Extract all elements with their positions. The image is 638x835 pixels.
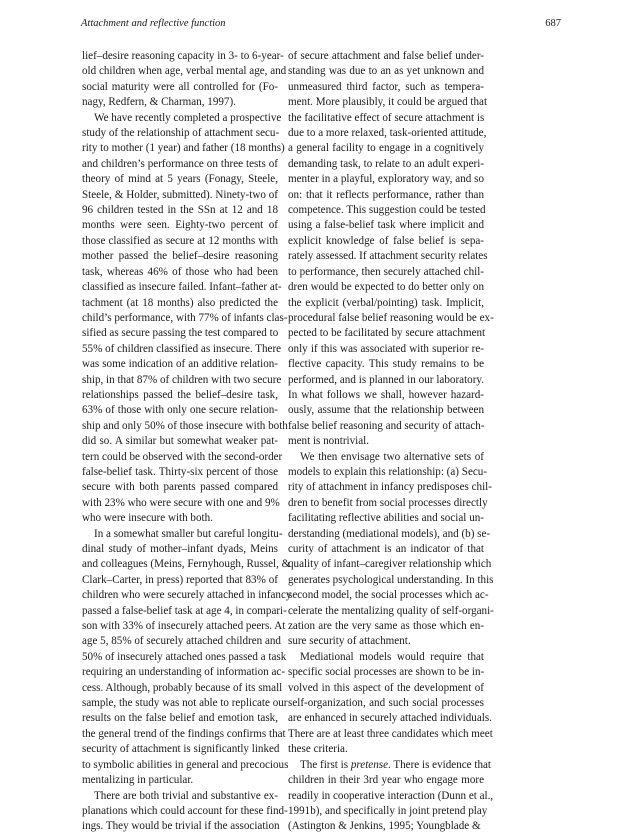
text-line: a general facility to engage in a cognitively — [288, 142, 484, 155]
text-line: classified as insecure failed. Infant–father at- — [82, 281, 282, 294]
text-line: models to explain this relationship: (a) Secu- — [288, 465, 488, 478]
text-line: explicit knowledge of false belief is sepa- — [288, 234, 484, 247]
text-line: false-belief task. Thirty-six percent of those — [82, 465, 278, 478]
paragraph — [82, 111, 288, 527]
text-line: generates psychological understanding. In this — [288, 573, 494, 586]
text-line: volved in this aspect of the development of — [288, 681, 484, 694]
text-line: curity of attachment is an indicator of that — [288, 543, 484, 555]
text-line: age 5, 85% of securely attached children and — [82, 635, 281, 648]
text-line: 55% of children classified as insecure. There — [82, 342, 282, 355]
text-line: those classified as secure at 12 months with — [82, 234, 278, 247]
text-line: ship, in that 87% of children with two secure — [82, 373, 282, 386]
running-title: Attachment and reflective function — [81, 18, 226, 29]
text-line: readily in cooperative interaction (Dunn et al., — [288, 789, 494, 802]
text-line: to performance, then securely attached chil- — [288, 265, 484, 278]
text-line: flective capacity. This study remains to be — [288, 358, 484, 371]
text-line: secure with both parents passed compared — [82, 481, 278, 494]
text-line: tern could be observed with the second-order — [82, 450, 283, 463]
text-line: 96 children tested in the SSn at 12 and 18 — [82, 204, 278, 217]
text-line: children in their 3rd year who engage more — [288, 774, 484, 787]
text-line: due to a more relaxed, task-oriented attitude, — [288, 127, 487, 140]
text-line: The first is pretense. There is evidence that — [300, 758, 492, 771]
running-head — [81, 17, 561, 30]
text-line: to symbolic abilities in general and precocious — [82, 758, 289, 771]
text-line: of secure attachment and false belief under- — [288, 50, 484, 62]
text-line: who were insecure with both. — [82, 512, 213, 525]
text-line: mentalizing in particular. — [82, 774, 194, 787]
page-number: 687 — [545, 18, 561, 29]
text-line: tachment (at 18 months) also predicted the — [82, 296, 278, 309]
text-line: requiring an understanding of information ac- — [82, 666, 286, 679]
text-line: standing was due to an as yet unknown and — [288, 65, 484, 78]
text-line: false belief reasoning and security of attach- — [288, 419, 485, 432]
text-line: celerate the mentalizing quality of self-organi- — [288, 604, 494, 617]
text-line: ings. They would be trivial if the association — [82, 820, 280, 833]
text-line: There are both trivial and substantive ex- — [94, 789, 278, 802]
text-line: procedural false belief reasoning would be ex- — [288, 311, 494, 324]
text-line: We have recently completed a prospective — [94, 111, 282, 124]
text-line: nagy, Redfern, & Charman, 1997). — [82, 96, 236, 109]
text-line: planations which could account for these find- — [82, 804, 288, 817]
text-line: 63% of those with only one secure relation- — [82, 404, 278, 417]
paragraph — [82, 527, 292, 789]
text-line: specific social processes are shown to be in- — [288, 666, 485, 679]
text-line: In a somewhat smaller but careful longitu- — [94, 527, 283, 540]
left-column — [82, 49, 292, 835]
text-line: 1991b), and specifically in joint pretend play — [288, 804, 488, 817]
text-line: (Astington & Jenkins, 1995; Youngblade & — [288, 820, 481, 833]
text-line: son with 33% of insecurely attached peers. At — [82, 620, 286, 633]
text-line: ship and only 50% of those insecure with both — [82, 419, 288, 432]
text-line: only if this was associated with superior re- — [288, 342, 484, 355]
text-line: zation are the very same as those which en- — [288, 620, 484, 633]
text-line: sample, the study was not able to replicate our — [82, 697, 288, 710]
text-line: security of attachment is significantly linked — [82, 743, 280, 756]
text-line: and children’s performance on three tests of — [82, 157, 278, 170]
text-line: the explicit (verbal/pointing) task. Implicit, — [288, 296, 484, 309]
text-line: sified as secure passing the test compared to — [82, 327, 279, 340]
text-line: rity to mother (1 year) and father (18 months) — [82, 142, 285, 155]
text-line: 50% of insecurely attached ones passed a task — [82, 650, 287, 663]
paragraph — [288, 49, 494, 450]
text-line: demanding task, to relate to an adult experi- — [288, 157, 484, 170]
text-line: dinal study of mother–infant dyads, Meins — [82, 543, 278, 555]
text-line: task, whereas 46% of those who had been — [82, 265, 278, 278]
text-line: study of the relationship of attachment secu- — [82, 127, 280, 140]
text-line: Clark–Carter, in press) reported that 83% of — [82, 573, 278, 586]
text-line: did so. A similar but somewhat weaker pat- — [82, 435, 278, 448]
text-line: was some indication of an additive relation- — [82, 358, 278, 371]
text-line: ment is nontrivial. — [288, 435, 370, 448]
text-line: menter in a playful, exploratory way, and so — [288, 173, 484, 186]
text-line: are enhanced in securely attached individuals. — [288, 712, 492, 725]
text-line: on: that it reflects performance, rather than — [288, 188, 484, 201]
text-line: There are at least three candidates which meet — [288, 727, 493, 740]
text-line: rity of attachment in infancy predisposes chil- — [288, 481, 492, 494]
text-line: the facilitative effect of secure attachment is — [288, 111, 485, 124]
text-line: dren to benefit from social processes directly — [288, 496, 488, 509]
text-line: children who were securely attached in infancy — [82, 589, 292, 602]
text-line: performed, and is planned in our laboratory. — [288, 373, 484, 386]
text-line: social maturity were all controlled for (Fo- — [82, 80, 278, 93]
text-line: sure security of attachment. — [288, 635, 411, 648]
text-line: the general trend of the findings confirms that — [82, 727, 286, 740]
text-line: theory of mind at 5 years (Fonagy, Steele, — [82, 173, 278, 186]
text-line: facilitating reflective abilities and social un- — [288, 512, 484, 525]
text-line: second model, the social processes which ac- — [288, 589, 489, 602]
text-line: rately assessed. If attachment security relates — [288, 250, 488, 263]
text-line: using a false-belief task where implicit and — [288, 219, 484, 232]
text-line: Steele, & Holder, submitted). Ninety-two of — [82, 188, 278, 201]
right-column — [288, 49, 494, 835]
paragraph — [82, 49, 287, 111]
text-line: ment. More plausibly, it could be argued that — [288, 96, 488, 109]
text-line: ously, assume that the relationship between — [288, 404, 484, 417]
text-line: pected to be facilitated by secure attachment — [288, 327, 486, 340]
text-line: relationships passed the belief–desire task, — [82, 388, 278, 401]
paragraph — [288, 450, 494, 650]
text-line: self-organization, and such social processes — [288, 697, 484, 710]
text-line: passed a false-belief task at age 4, in compari- — [82, 604, 287, 617]
text-line: and colleagues (Meins, Fernyhough, Russel, & — [82, 558, 291, 571]
text-line: derstanding (mediational models), and (b) se- — [288, 527, 491, 540]
text-line: these criteria. — [288, 743, 348, 756]
text-line: child’s performance, with 77% of infants clas- — [82, 311, 288, 324]
text-line: old children when age, verbal mental age, and — [82, 65, 287, 78]
text-line: In what follows we shall, however hazard- — [288, 388, 484, 401]
text-line: with 23% who were secure with one and 9% — [82, 496, 280, 509]
paragraph — [82, 789, 288, 835]
text-line: lief–desire reasoning capacity in 3- to 6-year- — [82, 50, 284, 62]
text-line: dren would be expected to do better only on — [288, 281, 484, 294]
text-line: Mediational models would require that — [300, 650, 484, 663]
text-line: competence. This suggestion could be tested — [288, 204, 486, 217]
paragraph — [288, 758, 494, 835]
text-line: cess. Although, probably because of its small — [82, 681, 283, 694]
text-line: quality of infant–caregiver relationship which — [288, 558, 492, 571]
text-line: results on the false belief and emotion task, — [82, 712, 278, 725]
text-line: months were seen. Eighty-two percent of — [82, 219, 278, 232]
text-line: mother passed the belief–desire reasoning — [82, 250, 278, 263]
paragraph — [288, 650, 493, 758]
text-line: unmeasured third factor, such as tempera- — [288, 80, 484, 93]
text-line: We then envisage two alternative sets of — [300, 450, 484, 463]
